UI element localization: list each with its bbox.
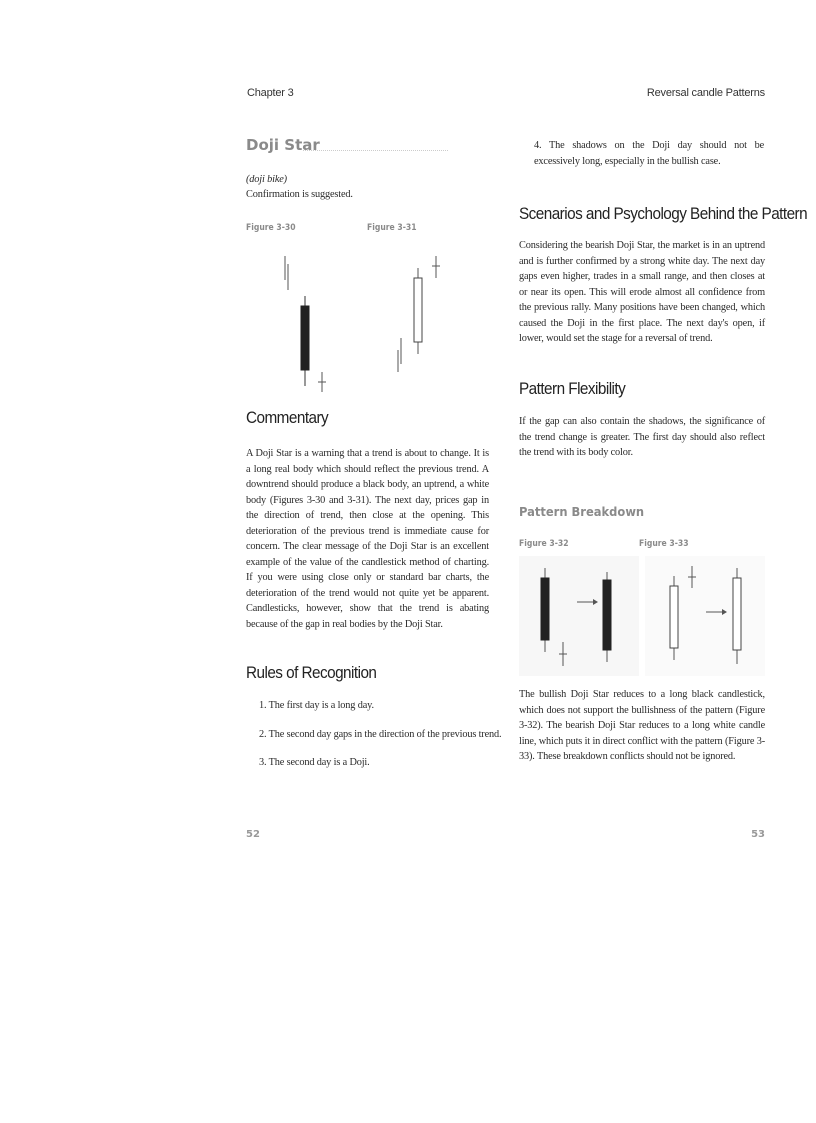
figure-3-30-chart — [285, 256, 326, 392]
figure-3-32-label: Figure 3-32 — [519, 539, 569, 549]
rules-heading: Rules of Recognition — [246, 663, 377, 682]
figure-3-31-label: Figure 3-31 — [367, 223, 417, 233]
rule-3: 3. The second day is a Doji. — [259, 757, 370, 768]
rule-4: 4. The shadows on the Doji day should not be excessively long, especially in the bullish case. — [534, 140, 764, 167]
commentary-heading: Commentary — [246, 408, 329, 427]
page-number-right: 53 — [751, 829, 765, 840]
result-white-candle — [733, 578, 741, 650]
running-header-right: Reversal candle Patterns — [646, 87, 765, 99]
figure-3-33-background — [645, 556, 765, 676]
title-rule — [303, 150, 448, 151]
figure-3-31-chart — [398, 256, 440, 372]
result-black-candle — [603, 580, 611, 650]
running-header-left: Chapter 3 — [247, 87, 294, 99]
long-black-candle — [541, 578, 549, 640]
long-white-candle — [414, 278, 422, 342]
commentary-paragraph: A Doji Star is a warning that a trend is about to change. It is a long real body which should reflect the previous trend. A downtrend should produce a black body, an uptrend, a white body (Figures 3-30 and 3-31). The next day, prices gap in the direction of trend, then close at the opening. This deterioration of the previous trend is immediate cause for concern. The clear message of the Doji Star is an excellent example of the value of the candlestick method of charting. If you were using close only or standard bar charts, the deterioration of the trend would not quite yet be apparent. Candlesticks, however, show that the trend is abating because of the gap in real bodies by the Doji Star. — [246, 448, 489, 630]
long-black-candle — [301, 306, 309, 370]
figures-3-32-3-33 — [519, 556, 765, 676]
figure-3-33-label: Figure 3-33 — [639, 539, 689, 549]
flexibility-heading: Pattern Flexibility — [519, 379, 626, 398]
candlestick-figure-pair — [246, 238, 466, 398]
rule-1: 1. The first day is a long day. — [259, 700, 374, 711]
breakdown-paragraph: The bullish Doji Star reduces to a long black candlestick, which does not support the bullishness of the pattern (Figure 3-32). The bearish Doji Star reduces to a long white candle line, which puts it in direct conflict with the pattern (Figure 3-33). These breakdown conflicts should not be ignored. — [519, 689, 765, 762]
scenarios-paragraph: Considering the bearish Doji Star, the market is in an uptrend and is further confirmed by a strong white day. The next day gaps even higher, trades in a small range, and then closes at or near its open. This will erode almost all confidence from the previous rally. Many positions have been changed, which caused the Doji in the first place. The next day's open, if lower, would set the stage for a reversal of trend. — [519, 240, 765, 344]
confirmation-note: Confirmation is suggested. — [246, 189, 353, 200]
page-number-left: 52 — [246, 829, 260, 840]
alias-subtitle: (doji bike) — [246, 174, 287, 185]
long-white-candle — [670, 586, 678, 648]
flexibility-paragraph: If the gap can also contain the shadows, the significance of the trend change is greater. The first day should also reflect the trend with its body color. — [519, 416, 765, 458]
figures-3-30-3-31 — [246, 238, 466, 398]
section-title: Doji Star — [246, 136, 320, 154]
figure-3-32-background — [519, 556, 639, 676]
scenarios-heading: Scenarios and Psychology Behind the Pattern — [519, 204, 808, 223]
rule-2: 2. The second day gaps in the direction of the previous trend. — [259, 729, 502, 740]
figure-3-30-label: Figure 3-30 — [246, 223, 296, 233]
breakdown-figure-pair — [519, 556, 765, 676]
breakdown-heading: Pattern Breakdown — [519, 504, 645, 519]
